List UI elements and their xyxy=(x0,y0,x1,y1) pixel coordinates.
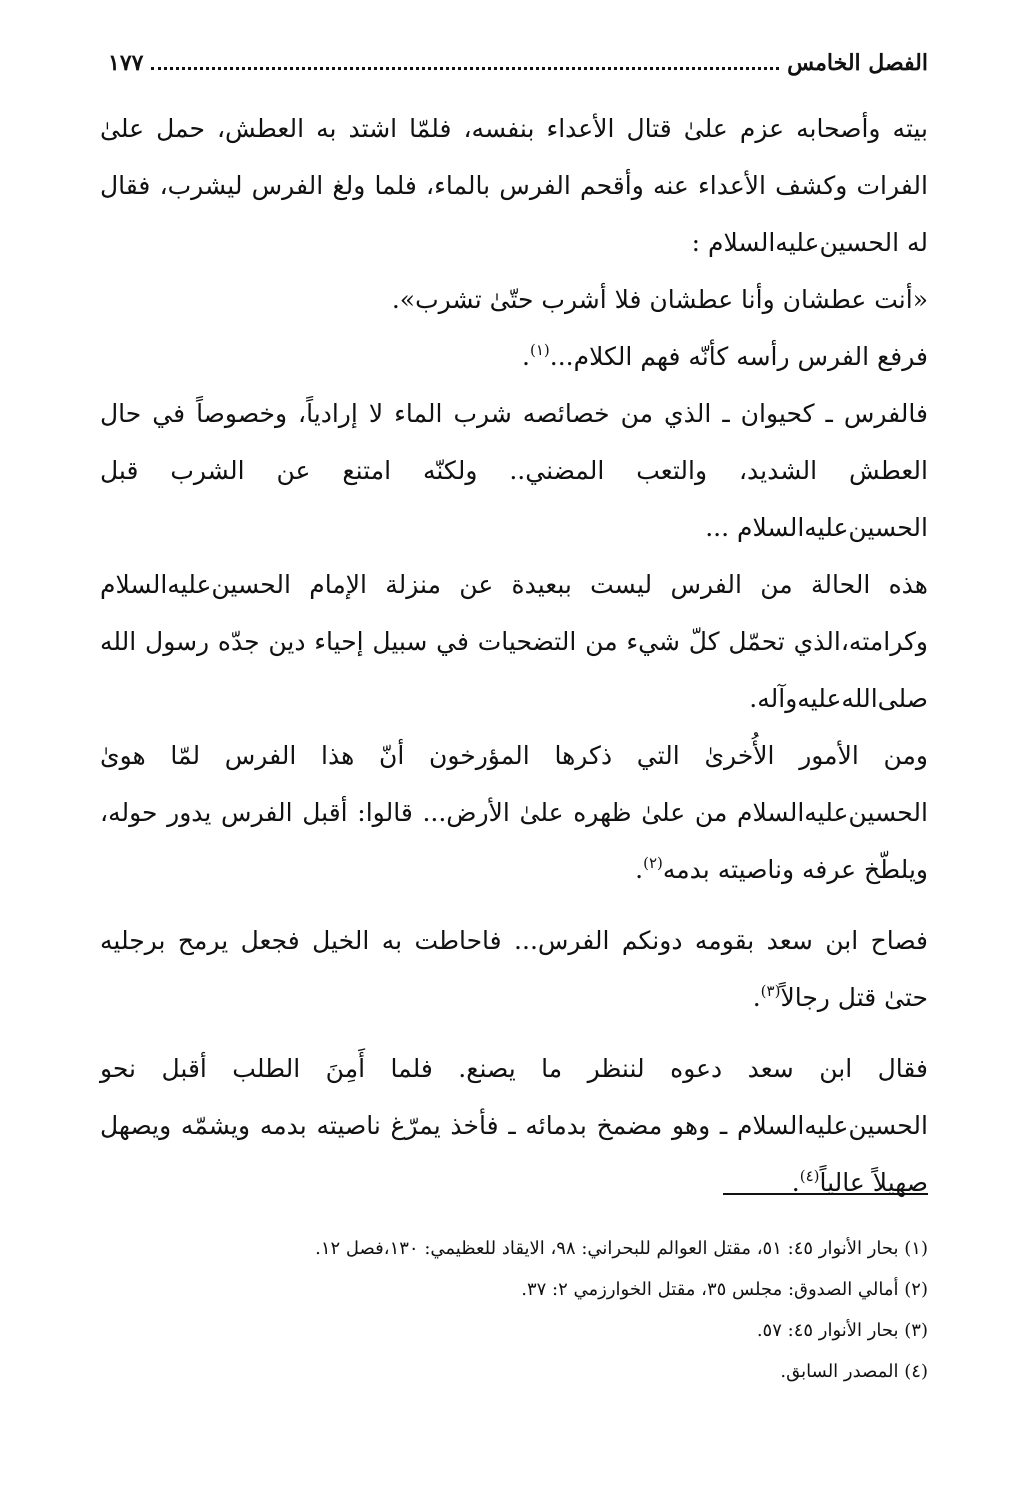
footnote-ref: (٢) xyxy=(643,854,663,872)
paragraph-text: ومن الأمور الأُخرىٰ التي ذكرها المؤرخون أنّ هذا الفرس لمّا هوىٰ الحسين‌عليه‌السلام من علىٰ ظهره علىٰ الأرض... قالوا: أقبل الفرس يدور حوله، ويلطّخ عرفه وناصيته بدمه xyxy=(100,741,928,884)
running-header xyxy=(108,40,928,76)
footnote-item: (٤) المصدر السابق. xyxy=(780,1361,928,1382)
footnote-item: (٢) أمالي الصدوق: مجلس ٣٥، مقتل الخوارزمي ٢: ٣٧. xyxy=(521,1279,928,1300)
main-text xyxy=(100,100,928,1211)
paragraph-gap xyxy=(100,898,928,912)
paragraph-end: . xyxy=(522,342,530,371)
paragraph-end: . xyxy=(635,855,644,884)
footnotes xyxy=(100,1228,928,1392)
quote-paragraph: «أنت عطشان وأنا عطشان فلا أشرب حتّىٰ تشرب». xyxy=(391,285,928,314)
paragraph-text: فصاح ابن سعد بقومه دونكم الفرس... فاحاطت به الخيل فجعل يرمح برجليه حتىٰ قتل رجالاً xyxy=(100,926,928,1012)
footnote-item: (١) بحار الأنوار ٤٥: ٥١، مقتل العوالم للبحراني: ٩٨، الايقاد للعظيمي: ١٣٠،فصل ١٢. xyxy=(315,1238,928,1259)
footnote-divider xyxy=(723,1193,928,1195)
dotted-leader xyxy=(151,67,779,70)
paragraph-end: . xyxy=(752,983,761,1012)
chapter-title: الفصل الخامس xyxy=(787,50,928,76)
paragraph: فالفرس ـ كحيوان ـ الذي من خصائصه شرب الماء لا إرادياً، وخصوصاً في حال العطش الشديد، والتعب المضني.. ولكنّه امتنع عن الشرب قبل الحسين‌عليه‌السلام ... xyxy=(100,399,928,542)
paragraph-gap xyxy=(100,1026,928,1040)
paragraph xyxy=(100,912,928,1026)
footnote-item: (٣) بحار الأنوار ٤٥: ٥٧. xyxy=(756,1320,928,1341)
footnote-ref: (٤) xyxy=(799,1167,820,1185)
paragraph xyxy=(100,1040,928,1211)
footnote-ref: (٣) xyxy=(760,982,781,1000)
paragraph: هذه الحالة من الفرس ليست ببعيدة عن منزلة الإمام الحسين‌عليه‌السلام وكرامته،الذي تحمّل كلّ شيء من التضحيات في سبيل إحياء دين جدّه رسول الله صلى‌الله‌عليه‌وآله. xyxy=(100,570,928,713)
paragraph xyxy=(100,727,928,898)
paragraph-text: فقال ابن سعد دعوه لننظر ما يصنع. فلما أَمِنَ الطلب أقبل نحو الحسين‌عليه‌السلام ـ وهو مضمخ بدمائه ـ فأخذ يمرّغ ناصيته بدمه ويشمّه ويصهل صهيلاً عالياً xyxy=(100,1054,928,1197)
footnote-ref: (١) xyxy=(529,341,550,359)
paragraph xyxy=(100,328,928,385)
page-number: ١٧٧ xyxy=(108,50,144,76)
paragraph-text: فرفع الفرس رأسه كأنّه فهم الكلام... xyxy=(549,342,928,371)
paragraph: بيته وأصحابه عزم علىٰ قتال الأعداء بنفسه، فلمّا اشتد به العطش، حمل علىٰ الفرات وكشف الأعداء عنه وأقحم الفرس بالماء، فلما ولغ الفرس ليشرب، فقال له الحسين‌عليه‌السلام : xyxy=(100,114,928,257)
paragraph-end: . xyxy=(791,1168,800,1197)
